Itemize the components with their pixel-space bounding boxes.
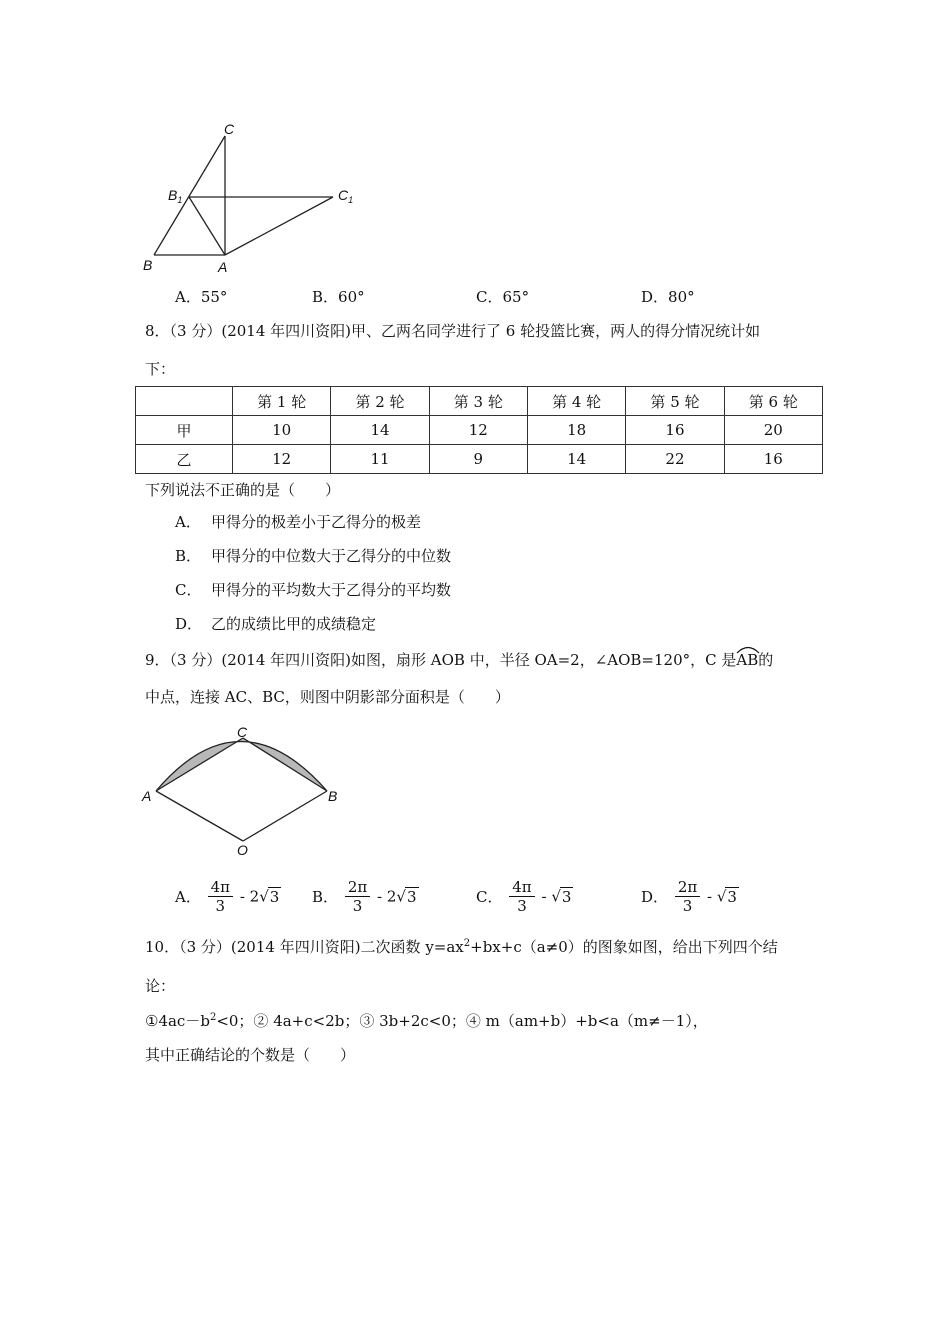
fraction: $\frac{2\pi}{3}$ (345, 878, 370, 915)
table-cell: 20 (724, 416, 822, 445)
q9-option-c[interactable]: C． $\frac{4\pi}{3}$ - √3 (476, 878, 572, 915)
row-label: 甲 (136, 416, 233, 445)
table-header-cell: 第 6 轮 (724, 387, 822, 416)
table-cell: 11 (331, 445, 429, 474)
q8-stem-line2: 下： (145, 360, 176, 378)
point-label-b: B (143, 257, 153, 273)
table-cell: 16 (626, 416, 724, 445)
arc-notation: AB (736, 651, 758, 669)
score-table (135, 386, 823, 474)
point-label-a: A (218, 259, 228, 275)
table-header-cell: 第 2 轮 (331, 387, 429, 416)
q9-stem-line1: 9．（3 分）(2014 年四川资阳)如图，扇形 AOB 中，半径 OA=2，∠AOB=120°，C 是 AB的 (145, 649, 773, 670)
q8-option-d[interactable]: D． 乙的成绩比甲的成绩稳定 (175, 615, 377, 633)
table-cell: 18 (527, 416, 625, 445)
table-cell: 14 (331, 416, 429, 445)
point-label-a: A (142, 788, 152, 804)
q8-stem-line1: 8．（3 分）(2014 年四川资阳)甲、乙两名同学进行了 6 轮投篮比赛，两人的得分情况统计如 (145, 322, 761, 340)
q10-question: 其中正确结论的个数是（ ） (145, 1046, 356, 1064)
table-cell: 16 (724, 445, 822, 474)
table-header-cell: 第 5 轮 (626, 387, 724, 416)
q7-option-b[interactable]: B．60° (312, 288, 365, 306)
table-header-cell: 第 3 轮 (429, 387, 527, 416)
table-header-row (136, 387, 823, 416)
table-cell: 10 (233, 416, 331, 445)
table-cell: 12 (429, 416, 527, 445)
q9-option-b[interactable]: B． $\frac{2\pi}{3}$ - 2√3 (312, 878, 417, 915)
point-label-c1: $C_1$ (338, 187, 354, 205)
sqrt-icon: √ (716, 887, 727, 906)
point-label-c: C (237, 724, 248, 740)
q7-option-d[interactable]: D．80° (641, 288, 695, 306)
point-label-b: B (328, 788, 338, 804)
q7-option-a[interactable]: A．55° (175, 288, 228, 306)
row-label: 乙 (136, 445, 233, 474)
q9-stem-line2: 中点，连接 AC、BC，则图中阴影部分面积是（ ） (145, 688, 510, 706)
q8-option-c[interactable]: C． 甲得分的平均数大于乙得分的平均数 (175, 581, 452, 599)
sector-figure (140, 722, 350, 862)
q9-option-d[interactable]: D． $\frac{2\pi}{3}$ - √3 (641, 878, 737, 915)
q8-option-a[interactable]: A． 甲得分的极差小于乙得分的极差 (175, 513, 422, 531)
fraction: $\frac{4\pi}{3}$ (208, 878, 233, 915)
point-label-b1: $B_1$ (168, 187, 183, 205)
fraction: $\frac{2\pi}{3}$ (675, 878, 700, 915)
point-label-o: O (237, 842, 248, 858)
q10-stem-line2: 论： (145, 977, 176, 995)
fraction: $\frac{4\pi}{3}$ (509, 878, 534, 915)
table-cell: 22 (626, 445, 724, 474)
q10-stem-line1: 10．（3 分）(2014 年四川资阳)二次函数 $y=ax^2+bx+c(a\ne 0)$的图象如图，给出下列四个结 (145, 938, 778, 956)
q10-conclusions: $①4ac-b^2<0$；② 4a+c<2b；③ 3b+2c<0；④ m（am+b）+b<a（m≠－1）， (145, 1012, 708, 1030)
sqrt-icon: √ (396, 887, 406, 906)
table-cell: 12 (233, 445, 331, 474)
sqrt-icon: √ (259, 887, 269, 906)
q8-option-b[interactable]: B． 甲得分的中位数大于乙得分的中位数 (175, 547, 452, 565)
table-cell: 9 (429, 445, 527, 474)
table-cell: 14 (527, 445, 625, 474)
triangle-figure (140, 118, 370, 278)
q7-option-c[interactable]: C．65° (476, 288, 530, 306)
q8-question: 下列说法不正确的是（ ） (145, 481, 341, 499)
sqrt-icon: √ (551, 887, 561, 906)
table-row (136, 445, 823, 474)
table-header-cell (136, 387, 233, 416)
q9-option-a[interactable]: A． $\frac{4\pi}{3}$ - 2√3 (175, 878, 280, 915)
point-label-c: C (224, 121, 235, 137)
table-header-cell: 第 4 轮 (527, 387, 625, 416)
table-header-cell: 第 1 轮 (233, 387, 331, 416)
table-row (136, 416, 823, 445)
